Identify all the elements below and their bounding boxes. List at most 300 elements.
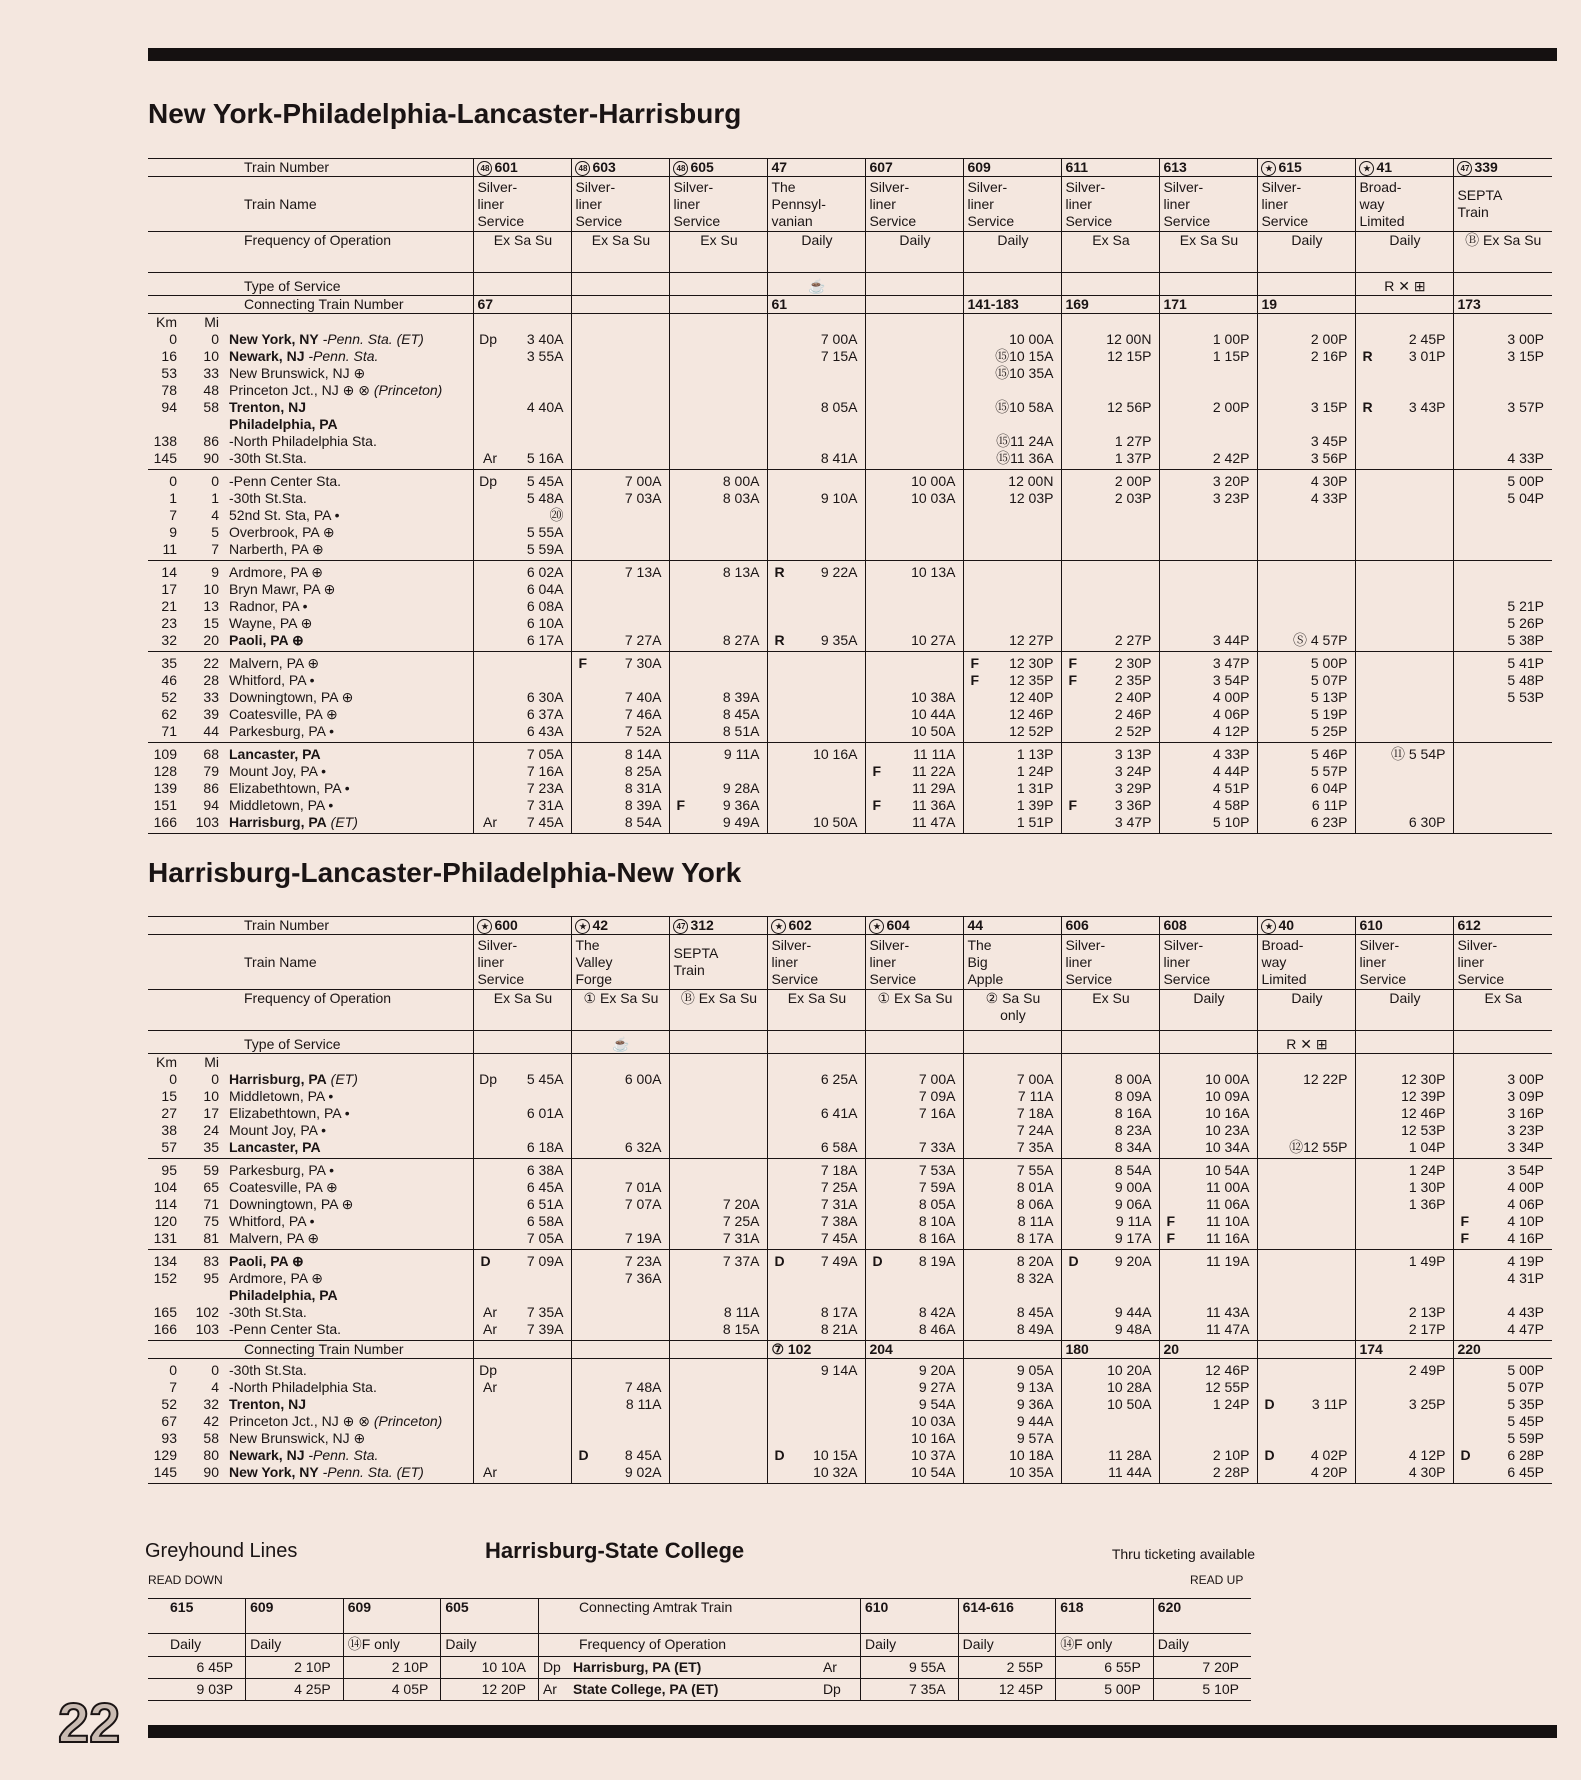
freq-cell: Ex Su <box>670 232 768 273</box>
num-cell: 44 <box>964 917 1062 935</box>
time-cell <box>1062 1447 1160 1464</box>
time-cell <box>1160 1179 1258 1196</box>
mi-value: 33 <box>203 689 219 705</box>
time-value: 7 33A <box>918 1139 956 1155</box>
spacer-cell <box>1160 314 1258 332</box>
time-value: 8 23A <box>1114 1122 1152 1138</box>
time-cell <box>768 743 866 764</box>
time-cell <box>474 723 572 743</box>
train-symbol-icon: ★ <box>477 919 492 934</box>
time-value: 8 45A <box>624 1447 662 1463</box>
time-value: 10 09A <box>1205 1088 1250 1104</box>
time-cell <box>1258 1359 1356 1380</box>
time-value: 7 46A <box>624 706 662 722</box>
time-cell <box>1062 797 1160 814</box>
time-value: 3 47P <box>1114 814 1152 830</box>
time-cell <box>572 1321 670 1341</box>
time-value: 6 01A <box>526 1105 564 1121</box>
service-flag: D <box>872 1253 883 1269</box>
km-value: 139 <box>153 780 177 796</box>
time-cell <box>1258 348 1356 365</box>
station-name <box>219 655 477 672</box>
time-value: 3 23P <box>1507 1122 1544 1138</box>
time-value: 8 42A <box>918 1304 956 1320</box>
time-cell <box>670 399 768 416</box>
station-row <box>148 1179 1552 1196</box>
station-row <box>148 490 1552 507</box>
time-value: 2 13P <box>1408 1304 1446 1320</box>
time-cell <box>1454 1359 1552 1380</box>
time-value: 5 48P <box>1507 672 1544 688</box>
time-cell <box>866 1447 964 1464</box>
km-value: 145 <box>153 1464 177 1480</box>
time-cell <box>1160 382 1258 399</box>
time-cell <box>572 1396 670 1413</box>
time-cell <box>866 1139 964 1159</box>
time-value: 10 00A <box>911 473 956 489</box>
station-name <box>219 1179 477 1196</box>
time-cell <box>964 743 1062 764</box>
time-value: 8 25A <box>624 763 662 779</box>
mi-value: 95 <box>203 1270 219 1286</box>
type-cell <box>1160 1031 1258 1054</box>
time-value: 9 14A <box>820 1362 858 1378</box>
train-symbol-icon: ★ <box>1359 161 1374 176</box>
time-cell <box>866 743 964 764</box>
type-cell <box>670 1031 768 1054</box>
time-cell <box>1160 1304 1258 1321</box>
time-cell <box>1062 1139 1160 1159</box>
thru-ticketing-note: Thru ticketing available <box>1111 1546 1255 1562</box>
service-flag: R <box>1362 399 1373 415</box>
time-cell <box>572 598 670 615</box>
time-cell <box>964 331 1062 348</box>
time-value: 3 57P <box>1507 399 1544 415</box>
time-cell <box>1356 1179 1454 1196</box>
train-number: 42 <box>592 917 609 933</box>
station-sublabel: (ET) <box>326 814 358 830</box>
time-cell <box>474 1379 572 1396</box>
time-cell <box>1160 399 1258 416</box>
freq-cell: Ex Sa Su <box>474 232 572 273</box>
time-cell <box>670 1213 768 1230</box>
station-cell <box>148 1396 474 1413</box>
time-value: 7 18A <box>1016 1105 1054 1121</box>
dp-ar-marker: Ar <box>542 1681 557 1697</box>
spacer-cell <box>474 1054 572 1072</box>
time-value: 2 40P <box>1114 689 1152 705</box>
time-cell <box>1356 1250 1454 1271</box>
time-value: 6 10A <box>526 615 564 631</box>
time-cell <box>768 416 866 433</box>
time-cell <box>1454 1213 1552 1230</box>
time-value: 4 12P <box>1408 1447 1446 1463</box>
time-cell <box>1454 1287 1552 1304</box>
time-cell <box>964 470 1062 491</box>
time-cell <box>1062 1196 1160 1213</box>
time-value: 7 52A <box>624 723 662 739</box>
spacer-cell <box>572 1054 670 1072</box>
num-label: Train Number <box>148 917 474 935</box>
time-cell <box>1258 672 1356 689</box>
time-value: 9 54A <box>918 1396 956 1412</box>
bus-number: 620 <box>1153 1599 1251 1634</box>
time-cell <box>768 541 866 561</box>
time-cell <box>866 1122 964 1139</box>
time-value: 9 48A <box>1114 1321 1152 1337</box>
time-cell <box>768 1287 866 1304</box>
time-value: 4 19P <box>1507 1253 1544 1269</box>
station-name <box>219 746 477 763</box>
time-cell <box>1062 1122 1160 1139</box>
time-cell <box>964 632 1062 652</box>
time-cell <box>670 615 768 632</box>
time-cell <box>1356 814 1454 834</box>
train-number: 41 <box>1376 159 1393 175</box>
time-cell <box>964 1159 1062 1180</box>
time-cell <box>1258 524 1356 541</box>
station-name <box>219 1122 477 1139</box>
time-cell <box>1160 1230 1258 1250</box>
time-cell <box>1062 382 1160 399</box>
time-cell <box>768 433 866 450</box>
station-cell <box>148 348 474 365</box>
time-cell <box>1258 1430 1356 1447</box>
time-cell <box>1454 1413 1552 1430</box>
time-cell <box>474 1071 572 1088</box>
time-cell <box>474 1088 572 1105</box>
time-cell <box>866 1396 964 1413</box>
mi-value: 44 <box>203 723 219 739</box>
service-flag: F <box>676 797 686 813</box>
time-cell <box>768 723 866 743</box>
service-flag: F <box>1068 672 1078 688</box>
time-cell <box>768 1159 866 1180</box>
mi-value: 102 <box>195 1304 219 1320</box>
time-cell <box>1454 743 1552 764</box>
time-cell <box>964 723 1062 743</box>
time-cell <box>474 814 572 834</box>
km-value: 166 <box>153 814 177 830</box>
time-cell <box>572 416 670 433</box>
time-value: 8 00A <box>1114 1071 1152 1087</box>
time-value: 9 02A <box>624 1464 662 1480</box>
name-row <box>148 177 1552 232</box>
time-cell <box>1356 1464 1454 1484</box>
mi-value: 0 <box>211 1071 219 1087</box>
time-cell <box>1160 490 1258 507</box>
time-value: 10 16A <box>1205 1105 1250 1121</box>
section-title-eastbound: Harrisburg-Lancaster-Philadelphia-New York <box>148 857 742 888</box>
station-label: -30th St.Sta. <box>229 490 307 506</box>
mi-value: 10 <box>203 581 219 597</box>
time-value: 5 19P <box>1310 706 1348 722</box>
time-cell <box>1356 1321 1454 1341</box>
spacer-cell <box>1454 314 1552 332</box>
station-name <box>219 382 477 399</box>
time-cell <box>964 780 1062 797</box>
time-value: 4 51P <box>1212 780 1250 796</box>
time-value: 9 22A <box>820 564 858 580</box>
time-value: 12 55P <box>1205 1379 1250 1395</box>
station-name <box>219 507 477 524</box>
time-cell <box>670 1447 768 1464</box>
time-value: 6 02A <box>526 564 564 580</box>
time-value: 5 46P <box>1310 746 1348 762</box>
time-cell <box>768 780 866 797</box>
time-cell <box>1258 507 1356 524</box>
time-value: 10 28A <box>1107 1379 1152 1395</box>
freq-cell: Ex Sa Su <box>768 990 866 1031</box>
time-value: 5 55A <box>526 524 564 540</box>
time-cell <box>1160 581 1258 598</box>
time-cell <box>866 1359 964 1380</box>
station-cell <box>148 524 474 541</box>
time-value: 1 24P <box>1212 1396 1250 1412</box>
time-cell <box>964 1105 1062 1122</box>
time-cell <box>474 632 572 652</box>
station-cell <box>148 1430 474 1447</box>
time-cell <box>1160 450 1258 470</box>
time-cell <box>1356 689 1454 706</box>
service-flag: R <box>1362 348 1373 364</box>
time-cell <box>1454 1139 1552 1159</box>
time-value: 8 13A <box>722 564 760 580</box>
station-label: Middletown, PA • <box>229 797 334 813</box>
time-cell <box>572 615 670 632</box>
time-value: 8 54A <box>1114 1162 1152 1178</box>
type-cell <box>1062 1031 1160 1054</box>
station-label: Harrisburg, PA <box>229 1071 327 1087</box>
time-cell <box>474 348 572 365</box>
time-value: 8 01A <box>1016 1179 1054 1195</box>
num-cell: 611 <box>1062 159 1160 177</box>
time-cell <box>768 1379 866 1396</box>
time-value: 3 56P <box>1310 450 1348 466</box>
time-cell <box>1454 561 1552 582</box>
time-value: 3 47P <box>1212 655 1250 671</box>
station-name <box>219 706 477 723</box>
mi-value: 79 <box>203 763 219 779</box>
time-value: 5 35P <box>1507 1396 1544 1412</box>
time-value: 3 25P <box>1408 1396 1446 1412</box>
conn-cell <box>572 296 670 314</box>
time-value: 7 00A <box>820 331 858 347</box>
time-value: 3 44P <box>1212 632 1250 648</box>
time-cell <box>572 541 670 561</box>
time-cell <box>572 1122 670 1139</box>
time-cell <box>1258 581 1356 598</box>
time-cell <box>768 652 866 673</box>
station-row <box>148 1250 1552 1271</box>
time-cell <box>1356 706 1454 723</box>
km-value: 109 <box>153 746 177 762</box>
num-cell: 606 <box>1062 917 1160 935</box>
time-value: 9 10A <box>820 490 858 506</box>
time-cell <box>1160 331 1258 348</box>
time-value: 11 28A <box>1108 1447 1152 1463</box>
conn-label: Connecting Train Number <box>148 296 474 314</box>
time-cell <box>1160 763 1258 780</box>
train-number: 602 <box>788 917 812 933</box>
time-cell <box>572 706 670 723</box>
time-cell <box>1062 615 1160 632</box>
time-cell <box>572 814 670 834</box>
time-cell <box>768 348 866 365</box>
station-row <box>148 1270 1552 1287</box>
time-value: 4 30P <box>1408 1464 1446 1480</box>
time-cell <box>1062 743 1160 764</box>
time-cell <box>1258 1250 1356 1271</box>
time-cell <box>866 450 964 470</box>
time-cell <box>964 1071 1062 1088</box>
time-value: 10 27A <box>911 632 956 648</box>
name-cell: Silver- liner Service <box>1062 177 1160 232</box>
time-cell <box>964 490 1062 507</box>
name-cell: Silver- liner Service <box>768 935 866 990</box>
station-row <box>148 581 1552 598</box>
time-value: Ⓢ 4 57P <box>1292 632 1348 648</box>
station-row <box>148 450 1552 470</box>
station-row <box>148 723 1552 743</box>
time-value: 8 05A <box>820 399 858 415</box>
time-value: 4 31P <box>1507 1270 1544 1286</box>
conn-cell <box>866 296 964 314</box>
time-cell <box>1258 1413 1356 1430</box>
time-value: 10 23A <box>1205 1122 1250 1138</box>
time-cell <box>670 365 768 382</box>
time-cell <box>866 433 964 450</box>
time-cell <box>866 507 964 524</box>
service-flag: F <box>872 763 882 779</box>
time-cell <box>1062 416 1160 433</box>
name-cell: Silver- liner Service <box>1160 177 1258 232</box>
time-cell <box>1160 1396 1258 1413</box>
time-value: ⑮10 35A <box>995 365 1054 381</box>
time-value: 10 15A <box>813 1447 858 1463</box>
spacer-cell <box>1356 1054 1454 1072</box>
mi-value: 15 <box>203 615 219 631</box>
time-cell <box>866 561 964 582</box>
time-cell <box>866 689 964 706</box>
time-value: 7 23A <box>526 780 564 796</box>
station-cell <box>148 1088 474 1105</box>
time-cell <box>768 561 866 582</box>
station-cell <box>148 1250 474 1271</box>
name-row <box>148 935 1552 990</box>
time-cell <box>1062 1071 1160 1088</box>
mi-value: 28 <box>203 672 219 688</box>
time-cell <box>964 1196 1062 1213</box>
time-cell <box>1258 598 1356 615</box>
name-cell: Silver- liner Service <box>1258 177 1356 232</box>
conn-cell <box>1356 296 1454 314</box>
freq-cell: Daily <box>1258 232 1356 273</box>
time-cell <box>572 1179 670 1196</box>
station-cell <box>148 615 474 632</box>
connecting-cell: 220 <box>1454 1341 1552 1359</box>
mi-value: 75 <box>203 1213 219 1229</box>
time-cell <box>1258 1179 1356 1196</box>
time-value: 8 15A <box>722 1321 760 1337</box>
service-flag: D <box>1068 1253 1079 1269</box>
time-value: 8 41A <box>820 450 858 466</box>
time-cell <box>474 1179 572 1196</box>
time-cell <box>1356 382 1454 399</box>
station-cell <box>148 1213 474 1230</box>
type-cell: R ✕ ⊞ <box>1258 1031 1356 1054</box>
station-name <box>219 1162 477 1179</box>
station-label: Ardmore, PA ⊕ <box>229 1270 323 1286</box>
time-cell <box>866 490 964 507</box>
station-name <box>219 1105 477 1122</box>
time-cell <box>670 1159 768 1180</box>
name-cell: SEPTA Train <box>1454 177 1552 232</box>
time-cell <box>670 1088 768 1105</box>
connecting-cell <box>1258 1341 1356 1359</box>
mi-value: 0 <box>211 1362 219 1378</box>
time-value: 6 37A <box>526 706 564 722</box>
time-cell <box>964 763 1062 780</box>
time-cell <box>1160 652 1258 673</box>
time-cell <box>1356 1396 1454 1413</box>
time-cell <box>1356 507 1454 524</box>
bus-frequency: Daily <box>958 1634 1056 1657</box>
time-cell <box>670 561 768 582</box>
train-symbol-icon: 48 <box>575 161 590 176</box>
time-value: 6 28P <box>1507 1447 1544 1463</box>
time-value: 6 45A <box>526 1179 564 1195</box>
station-name <box>219 1253 477 1270</box>
time-value: 11 44A <box>1108 1464 1152 1480</box>
time-value: 9 44A <box>1016 1413 1054 1429</box>
time-cell <box>670 581 768 598</box>
km-value: 129 <box>153 1447 177 1463</box>
time-value: 7 15A <box>820 348 858 364</box>
time-value: 5 45A <box>526 473 564 489</box>
time-value: 6 04A <box>526 581 564 597</box>
time-value: 4 43P <box>1507 1304 1544 1320</box>
bus-frequency: ⑭F only <box>1056 1634 1154 1657</box>
mi-value: 58 <box>203 1430 219 1446</box>
greyhound-header <box>145 1540 1255 1566</box>
time-value: 7 48A <box>624 1379 662 1395</box>
time-cell <box>670 1071 768 1088</box>
time-cell <box>474 1396 572 1413</box>
bus-number: 609 <box>246 1599 344 1634</box>
km-value: 145 <box>153 450 177 466</box>
time-cell <box>670 1359 768 1380</box>
time-cell <box>1356 780 1454 797</box>
km-value: 114 <box>154 1196 177 1212</box>
time-cell <box>768 1139 866 1159</box>
time-cell <box>1258 1139 1356 1159</box>
time-value: 8 11A <box>723 1304 760 1320</box>
time-cell <box>768 331 866 348</box>
time-cell <box>572 672 670 689</box>
station-row <box>148 348 1552 365</box>
time-cell <box>1062 1270 1160 1287</box>
dp-ar-marker: Ar <box>483 814 497 830</box>
type-cell <box>474 273 572 296</box>
num-cell: 610 <box>1356 917 1454 935</box>
station-label: Bryn Mawr, PA ⊕ <box>229 581 336 597</box>
time-cell <box>1062 1213 1160 1230</box>
station-name <box>219 672 477 689</box>
time-value: 3 54P <box>1507 1162 1544 1178</box>
time-cell <box>572 1359 670 1380</box>
time-cell <box>866 1270 964 1287</box>
